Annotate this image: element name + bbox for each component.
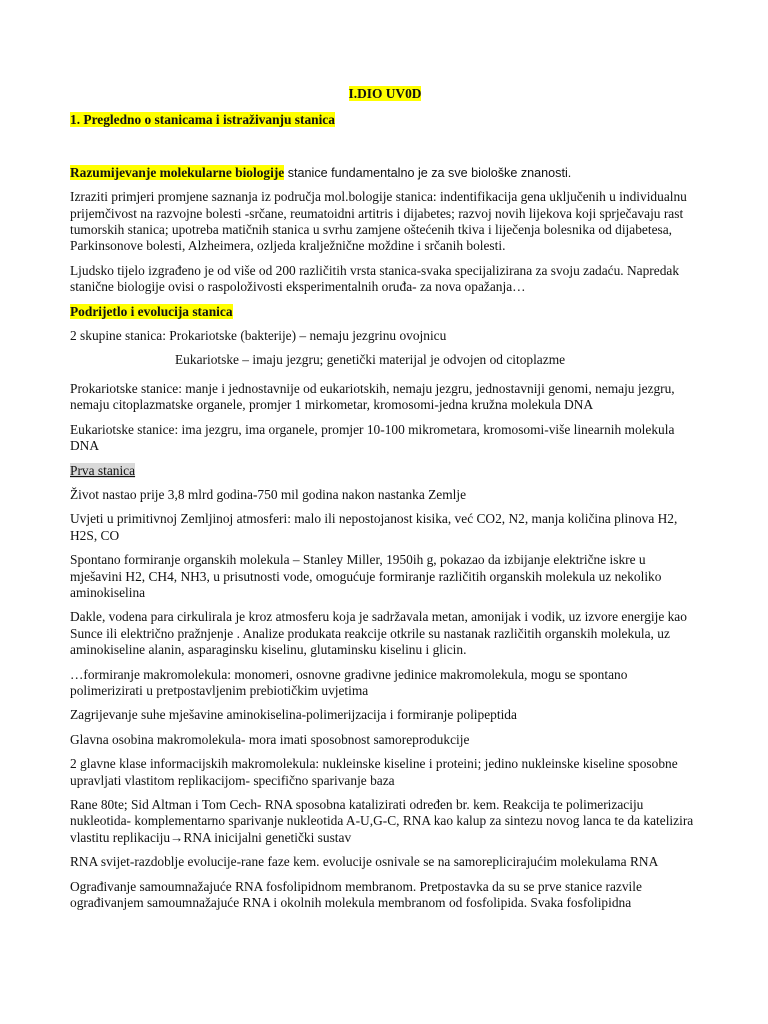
paragraph-rna-catalysis-tail: →RNA inicijalni genetički sustav (170, 829, 352, 845)
paragraph-eukaryotic-line: Eukariotske – imaju jezgru; genetički materijal je odvojen od citoplazme (175, 352, 566, 368)
subheading-origin-text: Podrijetlo i evolucija stanica (70, 303, 233, 319)
paragraph-life-origin: Život nastao prije 3,8 mlrd godina-750 mil godina nakon nastanka Zemlje (70, 486, 467, 502)
paragraph-rna-catalysis-text: Rane 80te; Sid Altman i Tom Cech- RNA sposobna katalizirati određen br. kem. Reakcija te polimerizaciju nukleotida- komplementarno sparivanje nukleotida A-U,G-C, RNA kao kalup za sintezu novog lanca te da katelizira vlastitu replikaciju (70, 797, 694, 845)
paragraph-rna-catalysis (70, 797, 700, 846)
paragraph-prokaryotic: Prokariotske stanice: manje i jednostavnije od eukariotskih, nemaju jezgru, jednostavniji genomi, nemaju jezgru, nemaju citoplazmatske organele, promjer 1 mirkometar, kromosomi-jedna kružna molekula DNA (70, 380, 675, 413)
paragraph-examples: Izraziti primjeri promjene saznanja iz područja mol.bologije stanica: indentifikacija gena uključenih u individualnu prijemčivost na razvojne bolesti -srčane, reumatoidni artitris i dijabetes; razvoj novih lijekova koji sprječavaju rast tumorskih stanica; upotreba matičnih stanica u svrhu zamjene oštećenih tkiva i liječenja bolesnika od dijabetesa, Parkinsonove bolesti, Alzheimera, ozljeda kralježnične moždine i srčanih bolesti. (70, 189, 687, 254)
paragraph-membrane: Ograđivanje samoumnažajuće RNA fosfolipidnom membranom. Pretpostavka da su se prve stanice razvile ograđivanjem samoumnažajuće RNA i okolnih molekula membranom od fosfolipida. Svaka fosfolipidna (70, 878, 642, 911)
paragraph-rna-world: RNA svijet-razdoblje evolucije-rane faze kem. evolucije osnivale se na samoreplicirajućim molekulama RNA (70, 854, 659, 870)
paragraph-miller: Spontano formiranje organskih molekula – Stanley Miller, 1950ih g, pokazao da izbijanje električne iskre u mješavini H2, CH4, NH3, u prisutnosti vode, omogućuje formiranje različitih organskih molekula uz nekoliko aminokiselina (70, 552, 662, 600)
section-heading (70, 112, 700, 128)
paragraph-heating: Zagrijevanje suhe mješavine aminokiselina-polimerijzacija i formiranje polipeptida (70, 707, 517, 723)
subheading-first-cell (70, 463, 700, 479)
highlighted-phrase: Razumijevanje molekularne biologije (70, 164, 285, 180)
paragraph-water-vapor: Dakle, vodena para cirkulirala je kroz atmosferu koja je sadržavala metan, amonijak i vodik, uz izvore energije kao Sunce ili električno pražnjenje . Analize produkata reakcije otkrile su nastanak različitih organskih molekula, uz aminokiseline alanin, asparaginsku kiselinu, glutaminsku kiselinu i glicin. (70, 609, 687, 658)
paragraph-info-classes: 2 glavne klase informacijskih makromolekula: nukleinske kiseline i proteini; jedino nukleinske kiseline sposobne upravljati vlastitom replikacijom- specifično sparivanje baza (70, 756, 678, 788)
paragraph-human-body: Ljudsko tijelo izgrađeno je od više od 200 različitih vrsta stanica-svaka specijalizirana za svoju zadaću. Napredak stanične biologije ovisi o raspoloživosti eksperimentalnih oruđa- za nova opažanja… (70, 262, 680, 295)
subheading-first-cell-text: Prva stanica (70, 462, 136, 478)
paragraph-atmosphere: Uvjeti u primitivnoj Zemljinoj atmosferi: malo ili nepostojanost kisika, već CO2, N2, manja količina plinova H2, H2S, CO (70, 511, 678, 543)
paragraph-eukaryotic: Eukariotske stanice: ima jezgru, ima organele, promjer 10-100 mikrometara, kromosomi-više linearnih molekula DNA (70, 421, 675, 454)
section-heading-text: 1. Pregledno o stanicama i istraživanju stanica (70, 112, 335, 128)
subheading-origin (70, 304, 700, 320)
paragraph-intro (70, 165, 700, 181)
paragraph-intro-rest: stanice fundamentalno je za sve biološke znanosti. (284, 165, 572, 180)
paragraph-macromolecules: …formiranje makromolekula: monomeri, osnovne gradivne jedinice makromolekula, mogu se spontano polimerizirati u pretpostavljenim prebiotičkim uvjetima (70, 666, 628, 698)
page-title (70, 86, 700, 102)
paragraph-two-groups: 2 skupine stanica: Prokariotske (bakterije) – nemaju jezgrinu ovojnicu (70, 328, 447, 344)
paragraph-self-reproduction: Glavna osobina makromolekula- mora imati sposobnost samoreprodukcije (70, 731, 470, 747)
page-title-text: I.DIO UV0D (348, 86, 422, 101)
